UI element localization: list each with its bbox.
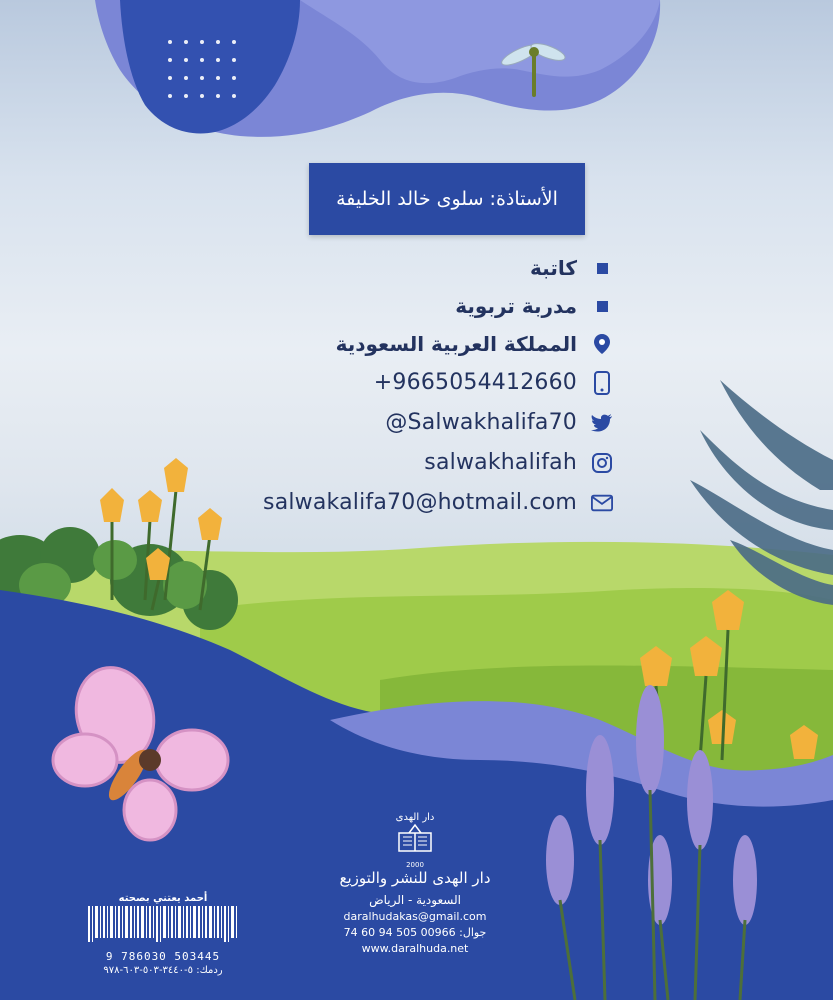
location-pin-icon [591,333,613,355]
info-item-phone[interactable] [374,370,613,395]
square-bullet-icon [591,257,613,279]
publisher-block [330,812,500,955]
website-tld: .net [446,942,469,955]
publisher-email[interactable]: daralhudakas@gmail.com [343,910,487,923]
twitter-icon [591,412,613,434]
info-text: كاتبة [530,256,577,280]
publisher-name: دار الهدى للنشر والتوزيع [339,869,491,887]
barcode-digits: 9 786030 503445 [105,950,221,963]
website-domain: www.daralhuda [361,942,447,955]
info-text: المملكة العربية السعودية [335,332,577,356]
info-item-instagram[interactable] [424,450,613,475]
info-item-twitter[interactable] [385,410,613,435]
email-icon [591,492,613,514]
info-text: salwakhalifah [424,450,577,475]
isbn-label: ردمك: ٥-٣٤٤٠-٥٠٣-٦٠٣-٩٧٨ [103,965,223,976]
instagram-icon [591,452,613,474]
publisher-phone[interactable]: جوال: 00966 505 94 60 74 [343,926,487,939]
phone-icon [591,372,613,394]
publisher-logo-text: دار الهدى [395,812,435,823]
publisher-logo-year: 2000 [406,861,424,869]
info-item-email[interactable] [263,490,613,515]
barcode-block [86,893,240,983]
author-name: الأستاذة: سلوى خالد الخليفة [336,188,558,210]
publisher-location: السعودية - الرياض [369,893,461,907]
publisher-website[interactable] [330,942,500,955]
info-item-location [336,332,613,356]
open-book-icon [395,823,435,857]
barcode-icon [86,904,240,944]
info-text: +9665054412660 [373,370,577,395]
square-bullet-icon [591,295,613,317]
info-text: @Salwakhalifa70 [385,410,577,435]
author-name-box [309,163,585,235]
info-text: مدربة تربوية [455,294,577,318]
publisher-logo-icon [330,812,500,869]
book-title-caption: أحمد يعتني بصحته [118,893,208,904]
info-item-role [530,256,613,280]
info-text: salwakalifa70@hotmail.com [263,490,577,515]
info-item-title [455,294,613,318]
